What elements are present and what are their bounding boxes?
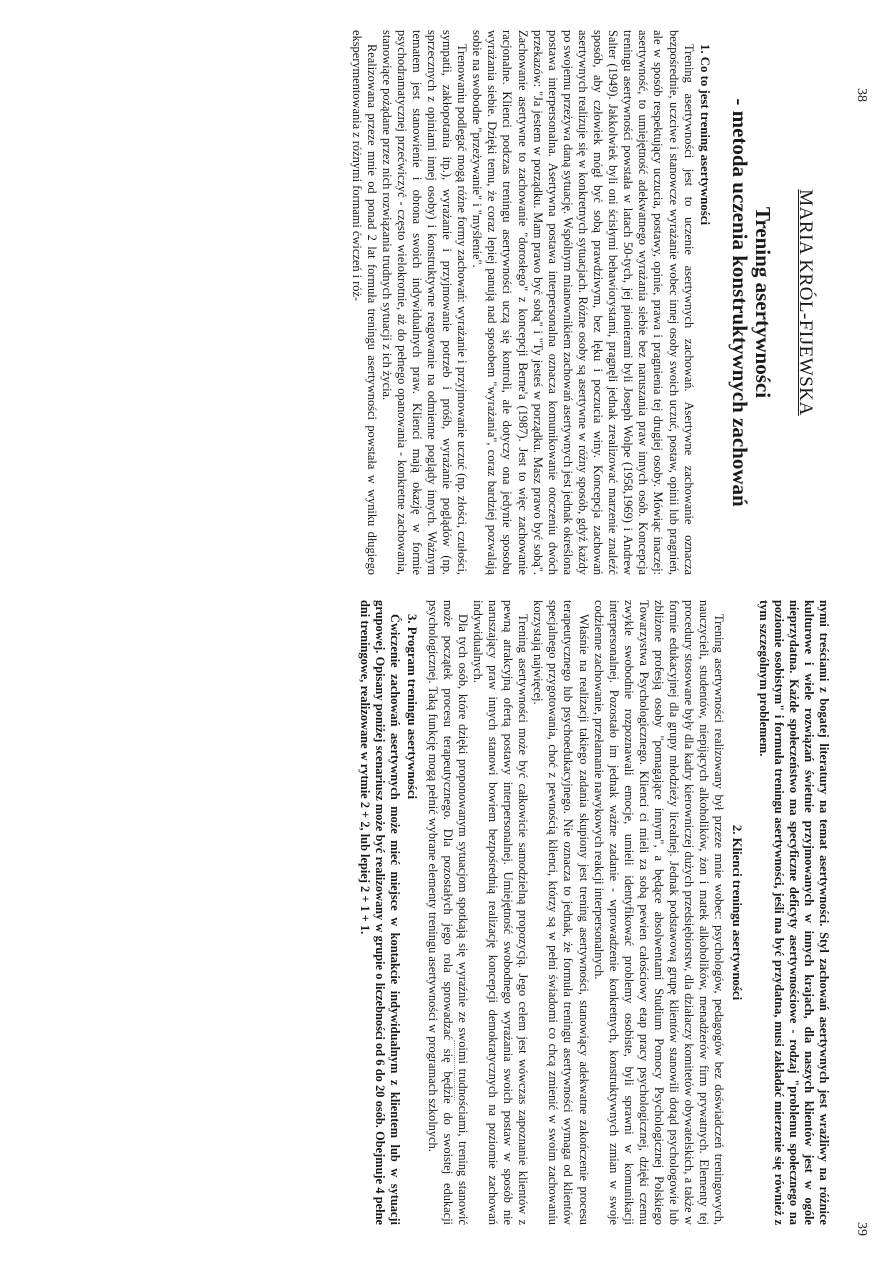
article-title: Trening asertywności: [750, 206, 775, 399]
body-paragraph: Trening asertywności realizowany był przeze mnie wobec: psychologów, pedagogów bez doświadczeń treningowych, nauczycieli, studentów, niepijących alkoholików, żon i matek alkoholików, menadżerów firm prywatnych. Elementy tej procedury stosowane były dla kadry kierowniczej dużych przedsiębiorstw, dla działaczy komitetów obywatelskich, a także w formie edukacyjnej dla grupy młodzieży licealnej. Jednak podstawową grupę klientów stanowili dotąd psychologowie lub zbliżone profesją osoby "pomagające innym", a będące absolwentami Studium Pomocy Psychologicznej Polskiego Towarzystwa Psychologicznego. Klienci ci mieli za sobą pewien całościowy etap pracy psychologicznej, dzięki czemu zwykle swobodnie rozpoznawali emocje, umieli identyfikować problemy osobiste, byli sprawni w komunikacji interpersonalnej. Pozostało im jednak ważne zadanie - wprowadzenie konkretnych, konstruktywnych zmian w swoje codzienne zachowanie, przełamanie nawykowych reakcji interpersonalnych.: [591, 600, 727, 1225]
body-paragraph: nymi treściami z bogatej literatury na temat asertywności. Styl zachowań asertywnych jest wrażliwy na różnice kulturowe i wiele rozwiązań świetnie przyjmowanych w innych krajach, dla naszych klientów jest w ogóle nieprzydatna. Każde społeczeństwo ma specyficzne deficyty asertywnościowe - rodzaj "problemu społecznego na poziomie osobistym" i formuła treningu asertywności, jeśli ma być przydatna, musi zakładać mierzenie się również z tym szczególnym problemem.: [756, 600, 831, 1225]
page-number-right: 39: [854, 1222, 869, 1236]
left-column: [31, 30, 831, 575]
section-3-heading: 3. Program treningu asertywności: [404, 614, 419, 800]
body-paragraph: Trening asertywności może być całkowicie samodzielną propozycją. Jego celem jest wówczas zapoznanie klientów z pewną atrakcyjną ofertą postawy interpersonalnej. Umiejętność swobodnego wyrażania swoich postaw w sposób nie naruszający praw innych stanowi bowiem bezpośrednią realizację koncepcji demokratycznych na poziomie zachowań indywidualnych.: [470, 600, 531, 1225]
body-paragraph: Ćwiczenie zachowań asertywnych może mieć miejsce w kontakcie indywidualnym z klientem lub w sytuacji grupowej. Opisany poniżej scenariusz może być realizowany w grupie o liczebności od 6 do 20 osób. Obejmuje 4 pełne dni treningowe, realizowane w rytmie 2 + 2, lub lepiej 2 + 1 + 1.: [358, 600, 403, 1225]
article-subtitle: - metoda uczenia konstruktywnych zachowań: [727, 98, 752, 507]
scan-mark: [454, 1040, 455, 1100]
body-paragraph: Realizowana przeze mnie od ponad 2 lat formuła treningu asertywności powstała w wyniku długiego eksperymentowania z różnymi formami ćwiczeń i róż-: [349, 30, 379, 575]
body-paragraph: Trening asertywności jest to uczenie asertywnych zachowań. Asertywne zachowanie oznacza bezpośrednie, uczciwe i stanowcze wyrażanie wobec innej osoby swoich uczuć, postaw, opinii lub pragnień, ale w sposób respektujący uczucia, postawy, opinie, prawa i pragnienia tej drugiej osoby. Mówiąc inaczej: asertywność, to umiejętność adekwatnego wyrażania siebie bez naruszania praw innych osób. Koncepcja treningu asertywności powstała w latach 50-tych, jej pionierami byli Joseph Wolpe (1958,1969) i Andrew Salter (1949). Jakkolwiek byli oni ścisłymi behawiorystami, pragnęli jednak zrealizować marzenie znaleźć sposób, aby człowiek mógł być sobą prawdziwym, bez lęku i poczucia winy. Koncepcja zachowań asertywnych realizuje się w konkretnych sytuacjach. Różne osoby są asertywne w różny sposób, gdyż każdy po swojemu przeżywa daną sytuację. Wspólnym mianownikiem zachowań asertywnych jest jednak określona postawa interpersonalna. Asertywna postawa interpersonalna oznacza komunikowanie otoczeniu dwóch przekazów: "Ja jestem w porządku. Mam prawo być sobą" i "Ty jesteś w porządku. Masz prawo być sobą". Zachowanie asertywne to zachowanie "dorosłego" z koncepcji Berne'a (1987). Jest to więc zachowanie racjonalne. Klienci podczas treningu asertywności uczą się kontroli, ale dotyczy ona jedynie sposobu wyrażania siebie. Dzięki temu, że coraz lepiej panują nad sposobem "wyrażania", coraz bardziej pozwalają sobie na swobodne "przeżywanie" i "myślenie".: [470, 30, 696, 575]
author-name: MARIA KRÓL-FIJEWSKA: [795, 189, 816, 416]
section-1-heading: 1. Co to jest trening asertywności: [697, 44, 712, 226]
body-paragraph: Dla tych osób, które dzięki proponowanym sytuacjom spotkają się wyraźnie ze swoimi trudnościami, trening stanowić może początek procesu terapeutycznego. Dla pozostałych jego rola sprowadzać się będzie do swoistej edukacji psychologicznej. Taką funkcję mogą pełnić wybrane elementy treningu asertywności w programach szkolnych.: [425, 600, 470, 1225]
section-2-heading: 2. Klienci treningu asertywności: [729, 824, 744, 1001]
right-column: [31, 600, 831, 1225]
body-paragraph: Trenowaniu podlegać mogą różne formy zachowań: wyrażanie i przyjmowanie uczuć (np. złości, czułości, sympatii, zakłopotania itp.), wyrażanie i przyjmowanie potrzeb i próśb, wyrażanie poglądów (np. sprzecznych z opiniami innej osoby) i konstruktywne reagowanie na odmienne poglądy innych. Ważnym tematem jest stanowienie i obrona swoich indywidualnych praw. Klienci mają okazję w formie psychodramatycznej przećwiczyć - często wielokrotnie, aż do pełnego opanowania - konkretne zachowania, stanowiące pożądane przez nich rozwiązania trudnych sytuacji z ich życia.: [379, 30, 470, 575]
body-paragraph: Właśnie na realizacji takiego zadania skupiony jest trening asertywności, stanowiący adekwatne zakończenie procesu terapeutycznego lub psychoedukacyjnego. Nie oznacza to jednak, że formuła treningu asertywności wymaga od klientów specjalnego przygotowania, choć z pewnością klienci, którzy są w pełni świadomi co chcą zmienić w swoim zachowaniu korzystają najwięcej.: [531, 600, 591, 1225]
page-number-left: 38: [854, 88, 869, 102]
